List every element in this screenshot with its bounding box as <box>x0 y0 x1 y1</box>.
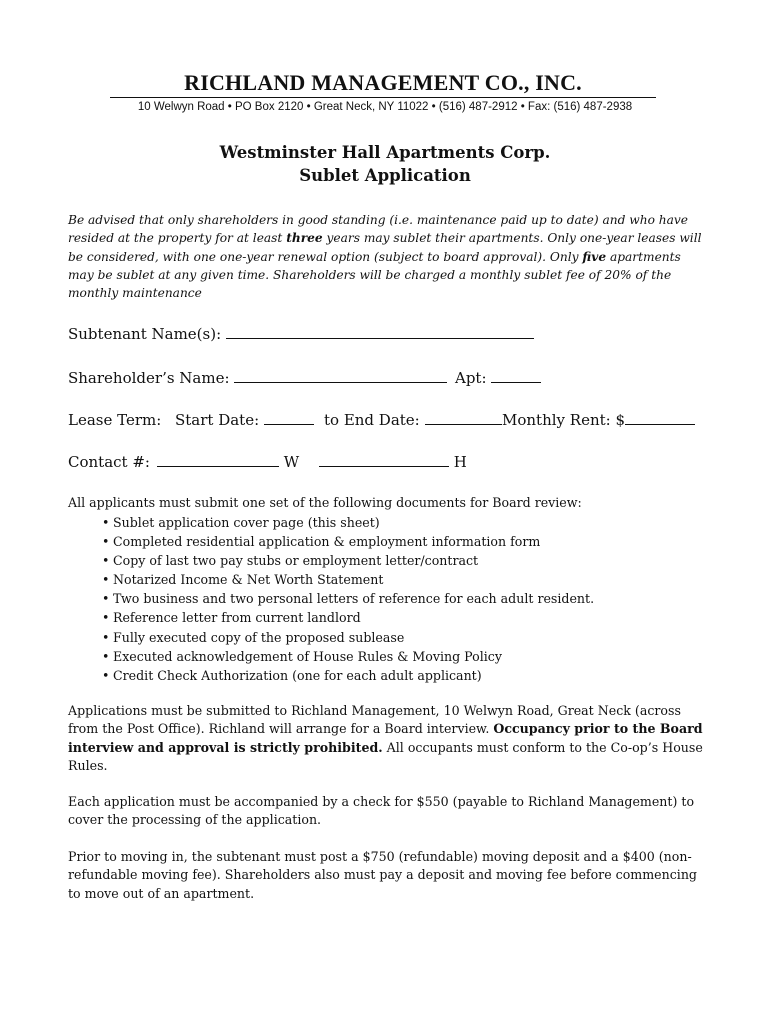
work-phone-blank[interactable] <box>157 452 279 467</box>
company-address: 10 Welwyn Road • PO Box 2120 • Great Neck, NY 11022 • (516) 487-2912 • Fax: (516) 487-2938 <box>137 101 633 113</box>
shareholder-label: Shareholder’s Name: <box>68 369 230 387</box>
submission-paragraph <box>68 702 708 775</box>
monthly-rent-field <box>502 410 695 430</box>
shareholder-row <box>68 368 447 388</box>
home-phone-field <box>319 452 467 472</box>
form-title: Sublet Application <box>299 166 471 185</box>
list-item <box>102 570 594 589</box>
notice-text-1: Be advised that only shareholders in good standing (i.e. maintenance paid up to date) and who have resided at the property for at least <box>68 213 689 246</box>
lease-term-label: Lease Term: <box>68 411 162 429</box>
moving-deposit-paragraph: Prior to moving in, the subtenant must post a $750 (refundable) moving deposit and a $400 (non-refundable moving fee). Shareholders also must pay a deposit and moving fee before commencing to move out of an apartment. <box>68 849 697 901</box>
bullet-glyph: • <box>102 667 110 683</box>
subtenant-label: Subtenant Name(s): <box>68 325 222 343</box>
document-item-text: Completed residential application & employment information form <box>113 534 541 550</box>
bullet-glyph: • <box>102 515 110 530</box>
notice-bold-five: five <box>582 249 607 264</box>
bullet-glyph: • <box>102 591 110 607</box>
notice-text-2: years may sublet their apartments. Only one-year leases will be considered, with one one-year renewal option (subject to board approval). Only <box>68 231 702 264</box>
subtenant-row <box>68 324 534 344</box>
contact-label: Contact #: <box>68 453 150 471</box>
subtenant-name-blank[interactable] <box>226 324 534 339</box>
work-phone-field <box>157 452 299 472</box>
occupancy-warning: Occupancy prior to the Board interview and approval is strictly prohibited. <box>68 721 703 755</box>
submission-text-1: Applications must be submitted to Richland Management, 10 Welwyn Road, Great Neck (across from the Post Office). Richland will arrange for a Board interview. <box>68 703 681 737</box>
list-item <box>102 513 594 532</box>
home-phone-blank[interactable] <box>319 452 449 467</box>
document-item-text: Fully executed copy of the proposed sublease <box>113 629 405 645</box>
work-phone-suffix: W <box>283 453 300 471</box>
documents-intro: All applicants must submit one set of the following documents for Board review: <box>68 495 582 510</box>
apt-label: Apt: <box>455 369 487 387</box>
bullet-glyph: • <box>102 610 110 626</box>
document-item-text: Credit Check Authorization (one for each adult applicant) <box>113 667 482 683</box>
list-item <box>102 589 594 608</box>
documents-list <box>102 513 594 685</box>
list-item <box>102 608 594 627</box>
document-item-text: Executed acknowledgement of House Rules & Moving Policy <box>113 648 502 664</box>
company-name: RICHLAND MANAGEMENT CO., INC. <box>110 70 656 98</box>
application-fee-paragraph: Each application must be accompanied by a check for $550 (payable to Richland Management) to cover the processing of the application. <box>68 794 695 828</box>
monthly-rent-blank[interactable] <box>625 410 695 425</box>
notice-bold-three: three <box>286 231 323 246</box>
monthly-rent-label: Monthly Rent: $ <box>502 411 626 429</box>
bullet-glyph: • <box>102 553 110 569</box>
end-date-label: to End Date: <box>324 411 420 429</box>
list-item <box>102 647 594 666</box>
start-date-label: Start Date: <box>175 411 260 429</box>
start-date-field <box>175 410 314 430</box>
list-item <box>102 628 594 647</box>
notice-text-3: apartments may be sublet at any given time. Shareholders will be charged a monthly sublet fee of 20% of the monthly maintenance <box>68 249 681 301</box>
building-title: Westminster Hall Apartments Corp. <box>219 143 551 162</box>
end-date-field <box>324 410 502 430</box>
document-item-text: Sublet application cover page (this sheet) <box>113 515 380 530</box>
bullet-glyph: • <box>102 534 110 550</box>
eligibility-notice <box>68 211 708 302</box>
list-item <box>102 551 594 570</box>
start-date-blank[interactable] <box>264 410 314 425</box>
bullet-glyph: • <box>102 572 110 588</box>
end-date-blank[interactable] <box>425 410 502 425</box>
bullet-glyph: • <box>102 648 110 664</box>
apt-field <box>455 368 541 388</box>
list-item <box>102 666 594 685</box>
document-item-text: Notarized Income & Net Worth Statement <box>113 572 384 588</box>
submission-text-2: All occupants must conform to the Co-op’s House Rules. <box>68 739 703 773</box>
list-item <box>102 532 594 551</box>
apt-blank[interactable] <box>491 368 541 383</box>
bullet-glyph: • <box>102 629 110 645</box>
home-phone-suffix: H <box>453 453 467 471</box>
shareholder-name-blank[interactable] <box>234 368 447 383</box>
document-item-text: Reference letter from current landlord <box>113 610 361 626</box>
document-item-text: Two business and two personal letters of reference for each adult resident. <box>113 591 595 607</box>
document-item-text: Copy of last two pay stubs or employment letter/contract <box>113 553 479 569</box>
